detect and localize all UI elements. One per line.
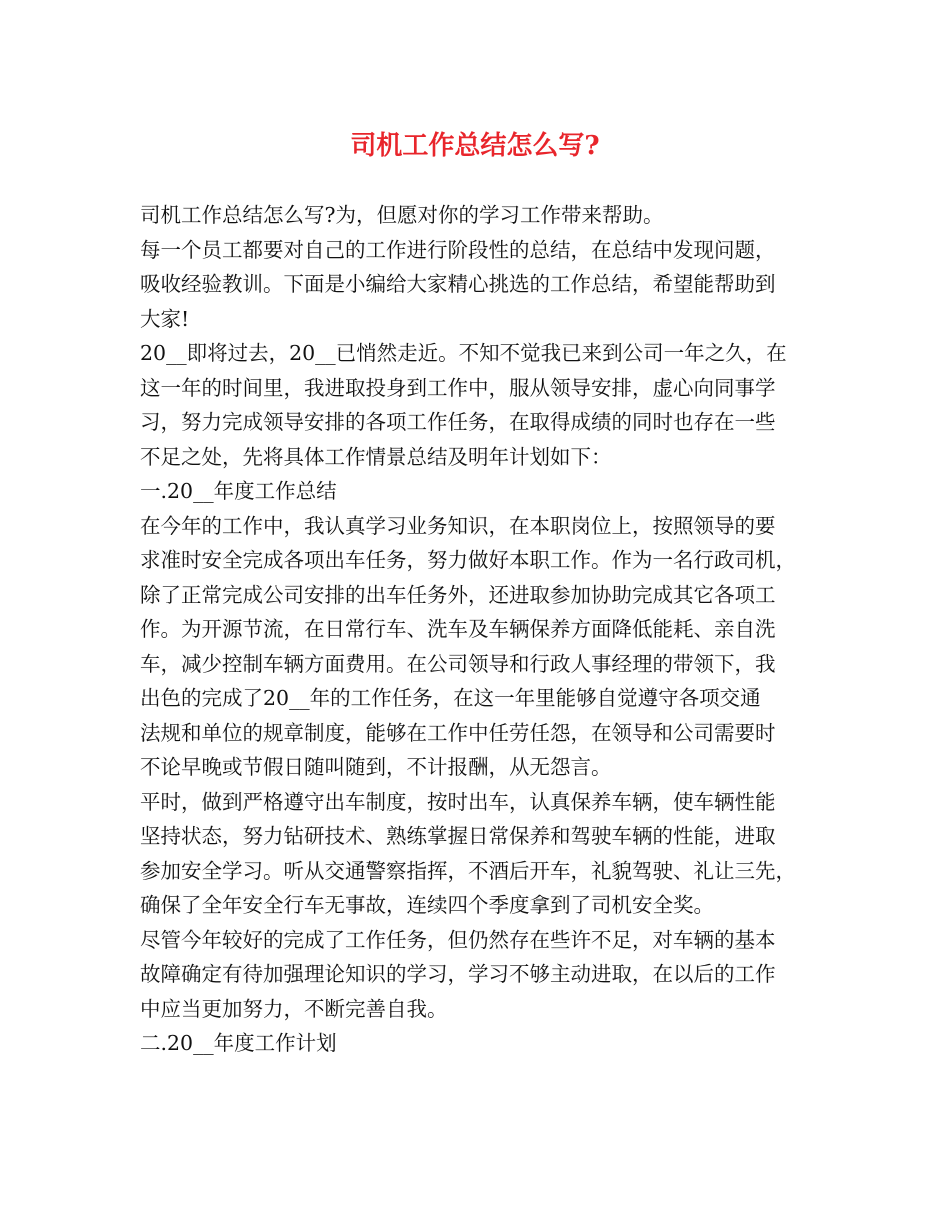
body-line: 作。为开源节流，在日常行车、洗车及车辆保养方面降低能耗、亲自洗 <box>140 617 776 641</box>
document-body <box>140 198 830 1061</box>
body-line: 确保了全年安全行车无事故，连续四个季度拿到了司机安全奖。 <box>140 893 714 917</box>
section-heading: 二.20__年度工作计划 <box>140 1031 337 1055</box>
body-line: 不足之处，先将具体工作情景总结及明年计划如下： <box>140 444 612 469</box>
document-title: 司机工作总结怎么写? <box>350 131 600 161</box>
body-line: 法规和单位的规章制度，能够在工作中任劳任怨，在领导和公司需要时 <box>140 720 776 745</box>
body-line: 司机工作总结怎么写?为，但愿对你的学习工作带来帮助。 <box>140 203 664 227</box>
body-line: 出色的完成了20__年的工作任务，在这一年里能够自觉遵守各项交通 <box>140 686 761 710</box>
body-line: 故障确定有待加强理论知识的学习，学习不够主动进取，在以后的工作 <box>140 962 776 986</box>
body-line: 尽管今年较好的完成了工作任务，但仍然存在些许不足，对车辆的基本 <box>140 927 776 952</box>
body-line: 车，减少控制车辆方面费用。在公司领导和行政人事经理的带领下，我 <box>140 651 776 676</box>
body-line: 习，努力完成领导安排的各项工作任务，在取得成绩的同时也存在一些 <box>140 410 776 434</box>
body-line: 大家! <box>140 306 190 331</box>
body-line: 中应当更加努力，不断完善自我。 <box>140 996 448 1021</box>
body-line: 每一个员工都要对自己的工作进行阶段性的总结，在总结中发现问题， <box>140 237 776 262</box>
body-line: 在今年的工作中，我认真学习业务知识，在本职岗位上，按照领导的要 <box>140 513 776 538</box>
body-line: 平时，做到严格遵守出车制度，按时出车，认真保养车辆，使车辆性能 <box>140 789 776 814</box>
body-line: 吸收经验教训。下面是小编给大家精心挑选的工作总结，希望能帮助到 <box>140 272 776 296</box>
body-line: 参加安全学习。听从交通警察指挥，不酒后开车，礼貌驾驶、礼让三先， <box>140 858 796 883</box>
body-line: 求准时安全完成各项出车任务，努力做好本职工作。作为一名行政司机， <box>140 548 796 572</box>
body-line: 不论早晚或节假日随叫随到，不计报酬，从无怨言。 <box>140 755 612 779</box>
body-line: 除了正常完成公司安排的出车任务外，还进取参加协助完成其它各项工 <box>140 582 776 607</box>
section-heading: 一.20__年度工作总结 <box>140 479 337 503</box>
body-line: 坚持状态，努力钻研技术、熟练掌握日常保养和驾驶车辆的性能，进取 <box>140 824 776 848</box>
body-line: 这一年的时间里，我进取投身到工作中，服从领导安排，虚心向同事学 <box>140 375 776 400</box>
body-line: 20__即将过去，20__已悄然走近。不知不觉我已来到公司一年之久，在 <box>140 341 787 365</box>
